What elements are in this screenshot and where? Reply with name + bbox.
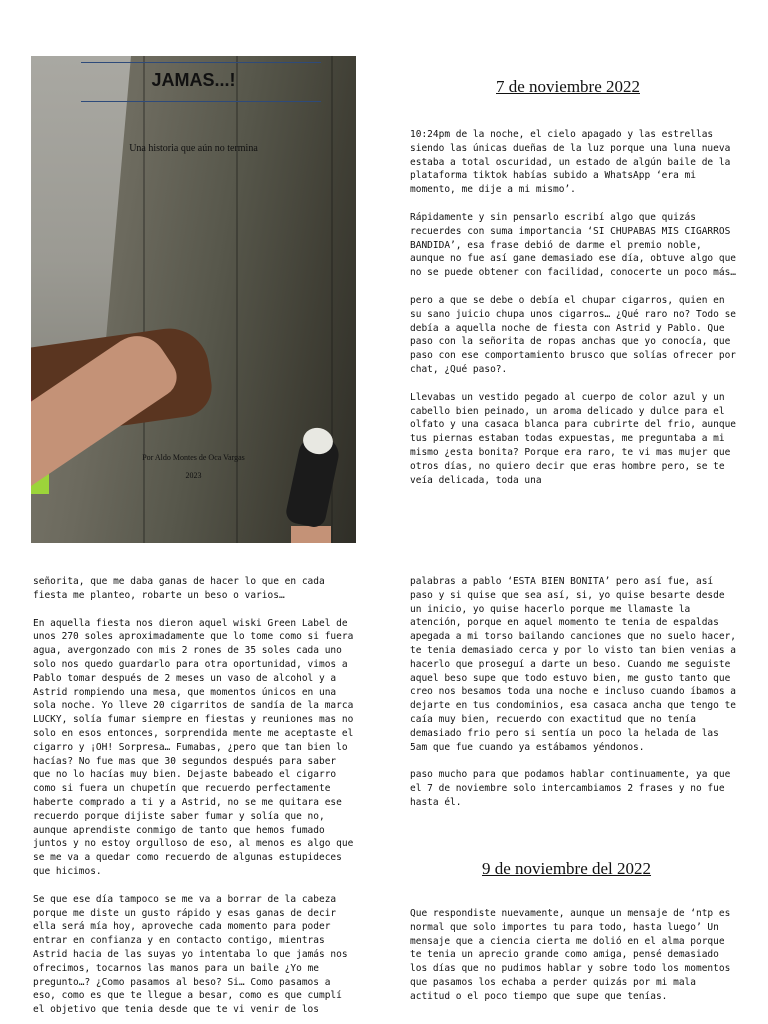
section2-text <box>410 907 740 1018</box>
paragraph: pero a que se debe o debía el chupar cigarros, quien en su sano juicio chupa unos cigarros… ¿Qué raro no? Todo se debía a aquella noche de fiesta con Astrid y Pablo. Que paso con la señorita de ropas anchas que yo conocía, que paso con ese comportamiento brusco que solías ofrecer por chat, ¿Qué paso?. <box>410 294 737 375</box>
section1-text <box>410 128 740 501</box>
paragraph: Se que ese día tampoco se me va a borrar de la cabeza porque me diste un gusto rápido y esas ganas de decir ella será mía hoy, aproveche cada momento para poder entrar en confianza y en contacto contigo, mientras Astrid hacia de las suyas yo intentaba lo que jamás nos ofrecimos, tocarnos las manos para un baile ¿Yo me pregunto…? ¿Como pasamos al beso? Si… Como pasamos a eso, como es que te llegue a besar, como es que cumplí el objetivo que tenia desde que te vi venir de los <box>33 893 348 1016</box>
paragraph: Llevabas un vestido pegado al cuerpo de color azul y un cabello bien peinado, un aroma delicado y dulce para el olfato y una casaca blanca para cubrirte del frio, aunque tus piernas estaban todas expuestas, me preguntaba a mi mismo ¿esta bonita? Porque era raro, te vi mas mujer que otros días, no quiero decir que eras hombre pero, se te veía delicada, toda una <box>410 391 737 486</box>
paragraph: paso mucho para que podamos hablar continuamente, ya que el 7 de noviembre solo intercambiamos 2 frases y no fue hasta él. <box>410 769 731 808</box>
cover-subtitle: Una historia que aún no termina <box>129 143 258 154</box>
cover-year: 2023 <box>185 471 202 480</box>
cover-bottom-rule <box>81 101 321 102</box>
book-cover-image <box>31 56 356 543</box>
paragraph: señorita, que me daba ganas de hacer lo que en cada fiesta me planteo, robarte un beso o varios… <box>33 576 325 601</box>
paragraph: Rápidamente y sin pensarlo escribí algo que quizás recuerdes con suma importancia ‘SI CHUPABAS MIS CIGARROS BANDIDA’, esa frase debió de darme el premio noble, aunque no fue así gane demasiado ese día, obtuve algo que no se puede obtener con facilidad, conocerte un poco más… <box>410 211 737 279</box>
paragraph: Que respondiste nuevamente, aunque un mensaje de ‘ntp es normal que solo importes tu para todo, hasta luego’ Un mensaje que a ciencia cierta me dolió en el alma porque te tenia un aprecio grande como amiga, pensé demasiado los días que no pudimos hablar y sobre todo los momentos que pasamos los echaba a perder quizás por mi mala actitud o el poco tiempo que supe que tenías. <box>410 908 731 1002</box>
section-date-heading: 9 de noviembre del 2022 <box>482 859 652 878</box>
left-column-text <box>33 575 355 1024</box>
paragraph: 10:24pm de la noche, el cielo apagado y las estrellas siendo las únicas dueñas de la luz porque una luna nueva estaba a total oscuridad, un estado de algún baile de la plataforma tiktok habías subido a WhatsApp ‘era mi momento, me dije a mi mismo’. <box>410 129 731 196</box>
cover-pavement-seam <box>143 56 145 543</box>
paragraph: palabras a pablo ‘ESTA BIEN BONITA’ pero así fue, así paso y si quise que sea así, si, yo quise besarte desde un inicio, yo quise hacerlo porque me llamaste la atención, porque en aquel momento te tenia de espaldas apegada a mi torso bailando canciones que no suelo hacer, te tenia demasiado cerca y por lo visto tan bien venias a hacerlo que proseguí a darte un beso. Cuando me seguiste aquel beso supe que todo estuvo bien, me gusto tanto que creo nos besamos toda una noche e incluso cuando íbamos a dejarte en tus condominios, esa casaca ancha que tengo te caía muy bien, recuerdo con exactitud que no tenía demasiado frio pero si sentía un poco la helada de las 5am que fue cuando ya estábamos yéndonos. <box>410 576 737 753</box>
cover-pavement-seam <box>236 56 238 543</box>
cover-title: JAMAS...! <box>151 70 236 90</box>
cover-author: Por Aldo Montes de Oca Vargas <box>142 453 245 462</box>
right-column-text <box>410 575 740 824</box>
cover-top-rule <box>81 62 321 63</box>
cover-leg <box>291 526 331 543</box>
section-date-heading: 7 de noviembre 2022 <box>496 77 640 96</box>
paragraph: En aquella fiesta nos dieron aquel wiski Green Label de unos 270 soles aproximadamente que lo tome como si fuera agua, avergonzado con mis 2 rones de 35 soles cada uno solo nos quedo guardarlo para otra oportunidad, vimos a Pablo tomar después de 2 meses un vaso de alcohol y a Astrid rompiendo una mesa, que momentos únicos en una sola noche. Yo lleve 20 cigarritos de sandía de la marca LUCKY, solía fumar siempre en fiestas y reuniones mas no solo en esos entonces, sorprendida mente me aceptaste el cigarro y ¡OH! Sorpresa… Fumabas, ¿pero que tan bien lo hacías? No fue mas que 30 segundos después para saber que no lo hacías muy bien. Dejaste babeado el cigarro como si fuera un chupetín que recuerdo perfectamente haberte comprado a ti y a Astrid, no se me quitara ese recuerdo porque dijiste saber fumar y solía que no, aunque aprendiste conmigo de tanto que hemos fumado juntos y no estoy orgulloso de eso, al menos es algo que se me va a quedar como recuerdo de algunas estupideces que hicimos. <box>33 617 354 877</box>
